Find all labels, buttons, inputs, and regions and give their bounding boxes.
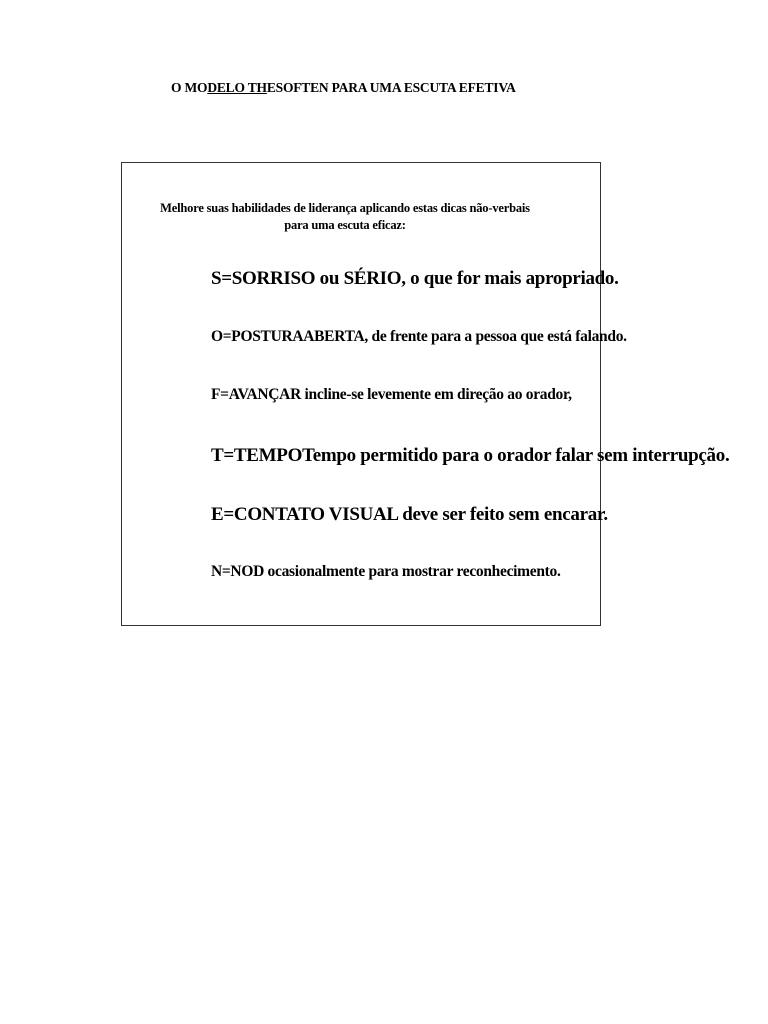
tip-sorriso: S=SORRISO ou SÉRIO, o que for mais apropriado. — [211, 268, 619, 289]
tip-nod: N=NOD ocasionalmente para mostrar reconhecimento. — [211, 563, 561, 580]
intro-line-1: Melhore suas habilidades de liderança aplicando estas dicas não-verbais — [160, 201, 530, 215]
intro-line-2: para uma escuta eficaz: — [284, 218, 406, 232]
title-end: ESOFTEN PARA UMA ESCUTA EFETIVA — [266, 80, 516, 95]
tip-contato-visual: E=CONTATO VISUAL deve ser feito sem encarar. — [211, 504, 608, 525]
title-underlined-segment: DELO TH — [207, 80, 267, 95]
tip-postura-aberta: O=POSTURAABERTA, de frente para a pessoa que está falando. — [211, 328, 627, 345]
page-title — [171, 80, 516, 96]
title-start: O MO — [171, 80, 208, 95]
tip-tempo: T=TEMPOTempo permitido para o orador falar sem interrupção. — [211, 445, 730, 466]
intro-text — [140, 200, 550, 234]
tip-avancar: F=AVANÇAR incline-se levemente em direção ao orador, — [211, 386, 572, 403]
